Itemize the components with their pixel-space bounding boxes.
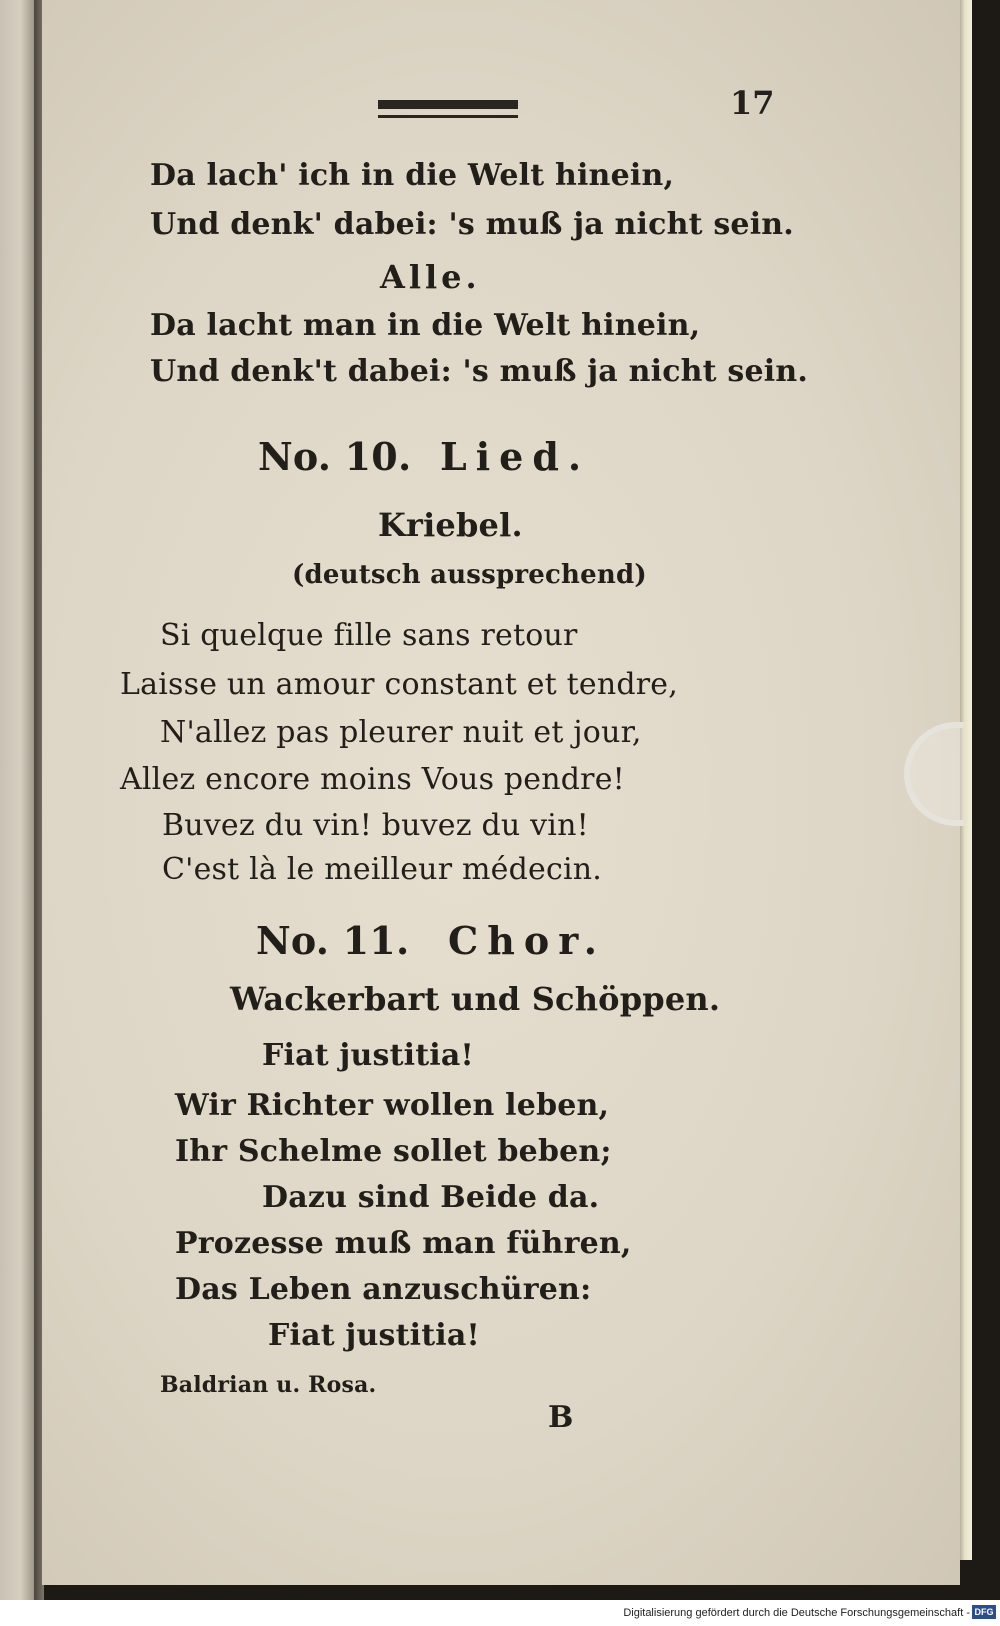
lied-line: Si quelque fille sans retour <box>160 618 578 653</box>
header-rule-thick <box>378 100 518 109</box>
chor-line: Wir Richter wollen leben, <box>175 1088 610 1123</box>
lied-line: N'allez pas pleurer nuit et jour, <box>160 715 642 750</box>
no11-singers: Wackerbart und Schöppen. <box>230 980 721 1018</box>
no10-number: No. 10. <box>258 434 412 479</box>
scan-background <box>972 0 1000 1626</box>
no10-direction: (deutsch aussprechend) <box>292 560 647 590</box>
credit-bar <box>0 1600 1000 1626</box>
header-rule-thin <box>378 115 518 118</box>
chor-line: Fiat justitia! <box>262 1038 474 1073</box>
chor-line: Fiat justitia! <box>268 1318 480 1353</box>
signature-mark: B <box>548 1400 574 1435</box>
stanza-line: Da lach' ich in die Welt hinein, <box>150 158 675 193</box>
chorus-speaker: Alle. <box>380 258 481 296</box>
page-number: 17 <box>730 84 775 122</box>
no11-type: Chor. <box>448 918 606 963</box>
chorus-line: Und denk't dabei: 's muß ja nicht sein. <box>150 354 809 389</box>
no10-singer: Kriebel. <box>378 506 523 544</box>
credit-text: Digitalisierung gefördert durch die Deutsche Forschungsgemeinschaft - <box>623 1607 970 1619</box>
dfg-logo: DFG <box>972 1605 996 1619</box>
stanza-line: Und denk' dabei: 's muß ja nicht sein. <box>150 207 794 242</box>
chor-line: Ihr Schelme sollet beben; <box>175 1134 612 1169</box>
chor-line: Prozesse muß man führen, <box>175 1226 632 1261</box>
chor-line: Das Leben anzuschüren: <box>175 1272 592 1307</box>
lied-line: C'est là le meilleur médecin. <box>162 852 602 887</box>
lied-line: Laisse un amour constant et tendre, <box>120 667 679 702</box>
running-title: Baldrian u. Rosa. <box>160 1372 377 1398</box>
lied-line: Allez encore moins Vous pendre! <box>120 762 625 797</box>
no10-type: Lied. <box>440 434 591 479</box>
header-rule <box>378 100 518 122</box>
previous-page-edge <box>0 0 34 1600</box>
no11-number: No. 11. <box>256 918 410 963</box>
chorus-line: Da lacht man in die Welt hinein, <box>150 308 701 343</box>
chor-line: Dazu sind Beide da. <box>262 1180 600 1215</box>
lied-line: Buvez du vin! buvez du vin! <box>162 808 589 843</box>
